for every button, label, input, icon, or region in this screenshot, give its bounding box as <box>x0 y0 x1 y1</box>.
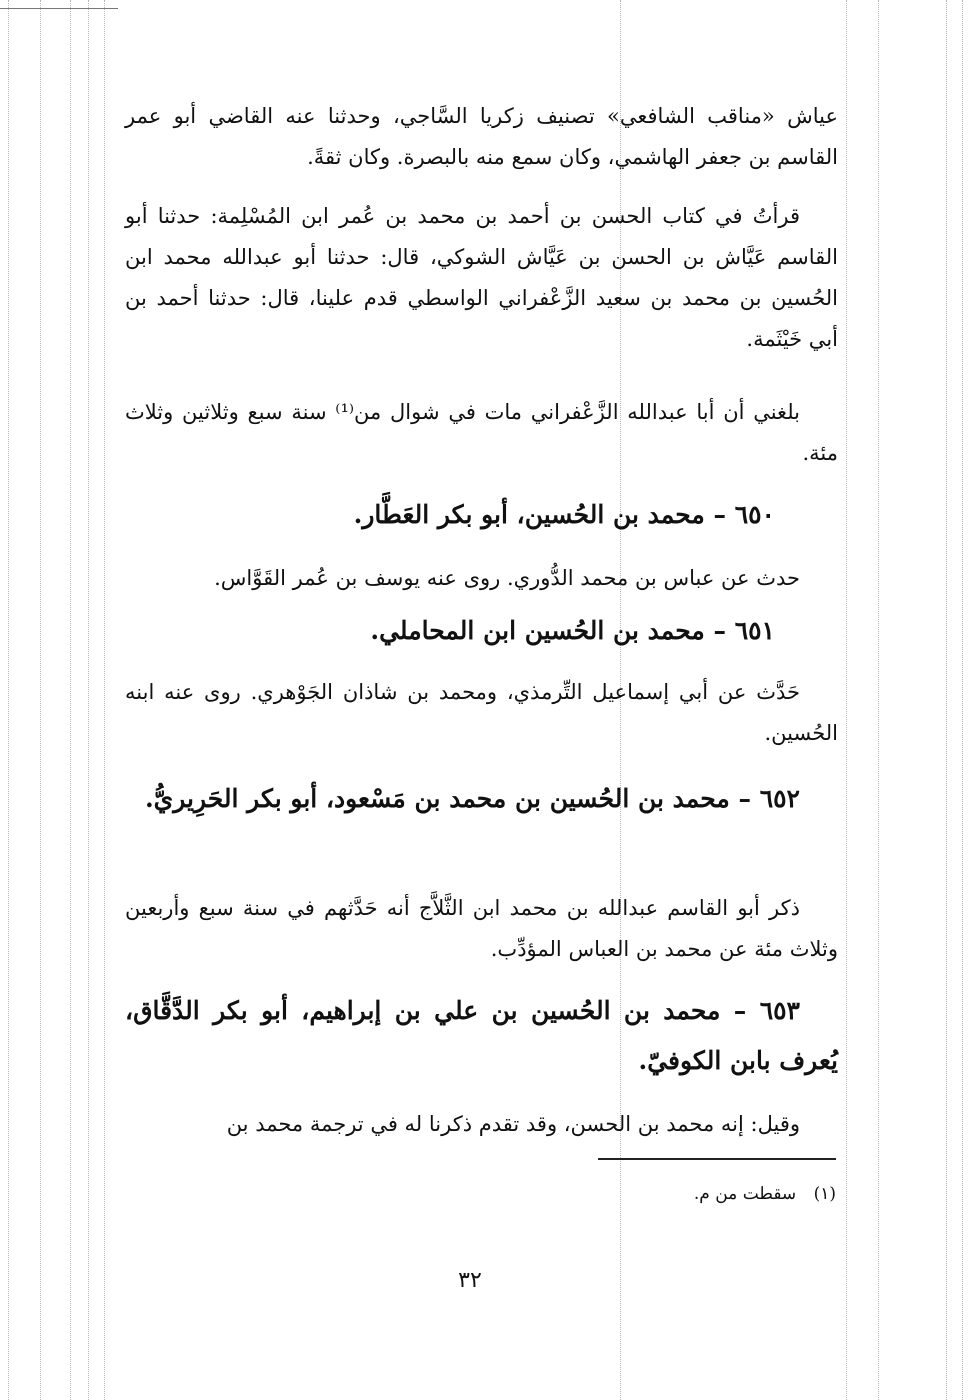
entry-heading: ٦٥٣ – محمد بن الحُسين بن علي بن إبراهيم، أبو بكر الدَّقَّاق، يُعرف بابن الكوفيّ. <box>125 996 838 1075</box>
footnote <box>560 1180 836 1208</box>
scan-dotted-line <box>40 0 41 1400</box>
paragraph-text: بلغني أن أبا عبدالله الزَّعْفراني مات في شوال من⁽¹⁾ سنة سبع وثلاثين وثلاث مئة. <box>125 400 838 465</box>
scan-dotted-line <box>962 0 963 1400</box>
paragraph-text: عياش «مناقب الشافعي» تصنيف زكريا السَّاجي، وحدثنا عنه القاضي أبو عمر القاسم بن جعفر الهاشمي، وكان سمع منه بالبصرة. وكان ثقةً. <box>125 104 838 169</box>
paragraph <box>125 1104 838 1145</box>
scan-dotted-line <box>70 0 71 1400</box>
scan-dotted-line <box>88 0 89 1400</box>
scan-dotted-line <box>104 0 105 1400</box>
paragraph-text: ذكر أبو القاسم عبدالله بن محمد ابن الثَّلاَّج أنه حَدَّثهم في سنة سبع وأربعين وثلاث مئة عن محمد بن العباس المؤدِّب. <box>125 896 838 961</box>
paragraph-text: قرأتُ في كتاب الحسن بن أحمد بن محمد بن عُمر ابن المُسْلِمة: حدثنا أبو القاسم عَيَّاش بن الحسن بن عَيَّاش الشوكي، قال: حدثنا أبو عبدالله محمد ابن الحُسين بن محمد بن سعيد الزَّعْفراني الواسطي قدم علينا، قال: حدثنا أحمد بن أبي خَيْثَمة. <box>125 204 838 351</box>
scan-edge-mark <box>0 8 118 9</box>
paragraph-text: حدث عن عباس بن محمد الدُّوري. روى عنه يوسف بن عُمر القَوَّاس. <box>214 566 800 590</box>
scan-dotted-line <box>878 0 879 1400</box>
scan-dotted-line <box>846 0 847 1400</box>
footnote-rule <box>598 1158 836 1160</box>
scan-dotted-line <box>8 0 9 1400</box>
footnote-marker: (١) <box>813 1184 836 1204</box>
paragraph <box>125 558 838 599</box>
paragraph-text: حَدَّث عن أبي إسماعيل التِّرمذي، ومحمد بن شاذان الجَوْهري. روى عنه ابنه الحُسين. <box>125 680 838 745</box>
paragraph <box>125 96 838 178</box>
paragraph <box>125 888 838 970</box>
entry-heading: ٦٥١ – محمد بن الحُسين ابن المحاملي. <box>370 616 775 645</box>
paragraph <box>125 392 838 474</box>
paragraph <box>125 196 838 360</box>
paragraph-text: وقيل: إنه محمد بن الحسن، وقد تقدم ذكرنا له في ترجمة محمد بن <box>226 1112 800 1136</box>
entry-heading: ٦٥٢ – محمد بن الحُسين بن محمد بن مَسْعود، أبو بكر الحَرِيريُّ. <box>144 784 800 813</box>
page-number: ٣٢ <box>458 1268 482 1293</box>
entry-heading: ٦٥٠ – محمد بن الحُسين، أبو بكر العَطَّار. <box>353 500 775 529</box>
footnote-text: سقطت من م. <box>693 1184 797 1204</box>
paragraph <box>125 672 838 754</box>
scan-dotted-line <box>946 0 947 1400</box>
